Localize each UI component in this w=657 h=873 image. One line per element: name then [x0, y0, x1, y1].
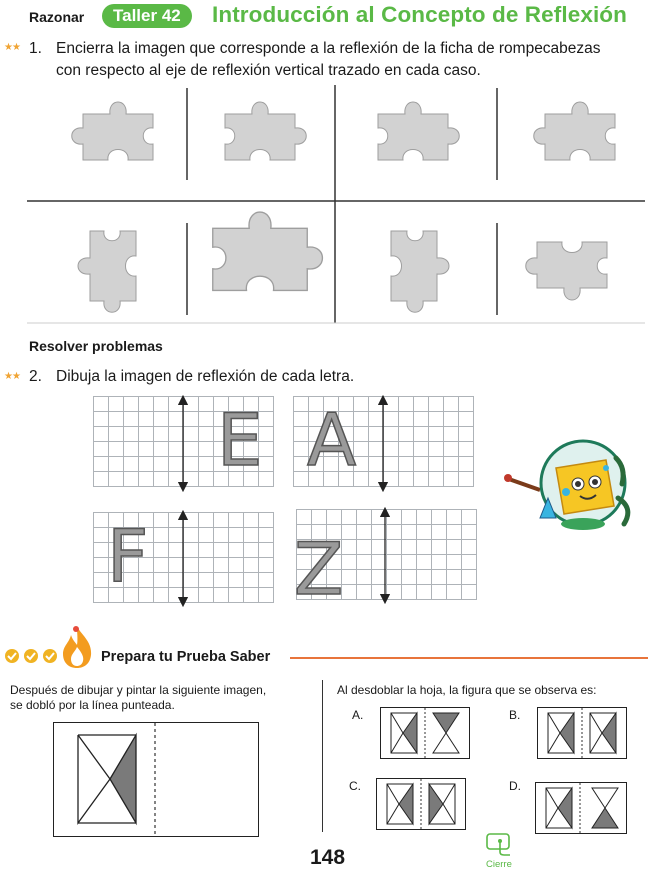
option-label-d: D. — [509, 779, 521, 793]
exercise-number: 1. — [29, 40, 42, 57]
letter-f: F — [107, 514, 149, 598]
cierre-icon[interactable] — [484, 832, 514, 861]
section-label-resolver: Resolver problemas — [29, 338, 163, 354]
workshop-badge: Taller 42 — [102, 4, 192, 28]
puzzle-reflection-grid — [0, 80, 657, 330]
progress-check-icons — [4, 648, 62, 669]
folded-figure-box — [53, 722, 259, 837]
puzzle-piece — [534, 102, 615, 160]
saber-left-line2: se dobló por la línea punteada. — [10, 698, 175, 712]
robot-mascot-illustration — [498, 438, 638, 538]
option-a-figure[interactable] — [380, 707, 470, 759]
exercise-number: 2. — [29, 368, 42, 385]
puzzle-piece — [391, 231, 449, 312]
option-label-b: B. — [509, 708, 521, 722]
exercise-text-line2: con respecto al eje de reflexión vertical trazado en cada caso. — [56, 62, 481, 79]
flame-icon — [60, 625, 94, 674]
difficulty-stars: ★★ — [4, 371, 20, 382]
letter-z: Z — [294, 527, 344, 611]
puzzle-piece — [378, 102, 459, 160]
option-d-figure[interactable] — [535, 782, 627, 834]
puzzle-piece — [526, 242, 607, 300]
exercise-text: Dibuja la imagen de reflexión de cada letra. — [56, 368, 355, 385]
saber-title: Prepara tu Prueba Saber — [101, 649, 271, 665]
puzzle-piece — [225, 102, 306, 160]
letter-a: A — [307, 398, 357, 482]
page-number: 148 — [310, 846, 346, 869]
option-c-figure[interactable] — [376, 778, 466, 830]
column-divider — [322, 680, 323, 832]
saber-right-prompt: Al desdoblar la hoja, la figura que se observa es: — [337, 683, 597, 697]
puzzle-piece — [78, 231, 136, 312]
option-label-c: C. — [349, 779, 361, 793]
exercise-text-line1: Encierra la imagen que corresponde a la reflexión de la ficha de rompecabezas — [56, 40, 601, 57]
option-label-a: A. — [352, 708, 364, 722]
puzzle-piece — [72, 102, 153, 160]
cierre-label: Cierre — [486, 859, 512, 870]
letter-e: E — [217, 398, 263, 482]
option-b-figure[interactable] — [537, 707, 627, 759]
page-title: Introducción al Concepto de Reflexión — [212, 2, 627, 27]
puzzle-piece — [213, 212, 323, 290]
saber-left-line1: Después de dibujar y pintar la siguiente imagen, — [10, 683, 267, 697]
section-rule — [290, 657, 648, 659]
section-label-razonar: Razonar — [29, 9, 85, 25]
difficulty-stars: ★★ — [4, 42, 20, 53]
